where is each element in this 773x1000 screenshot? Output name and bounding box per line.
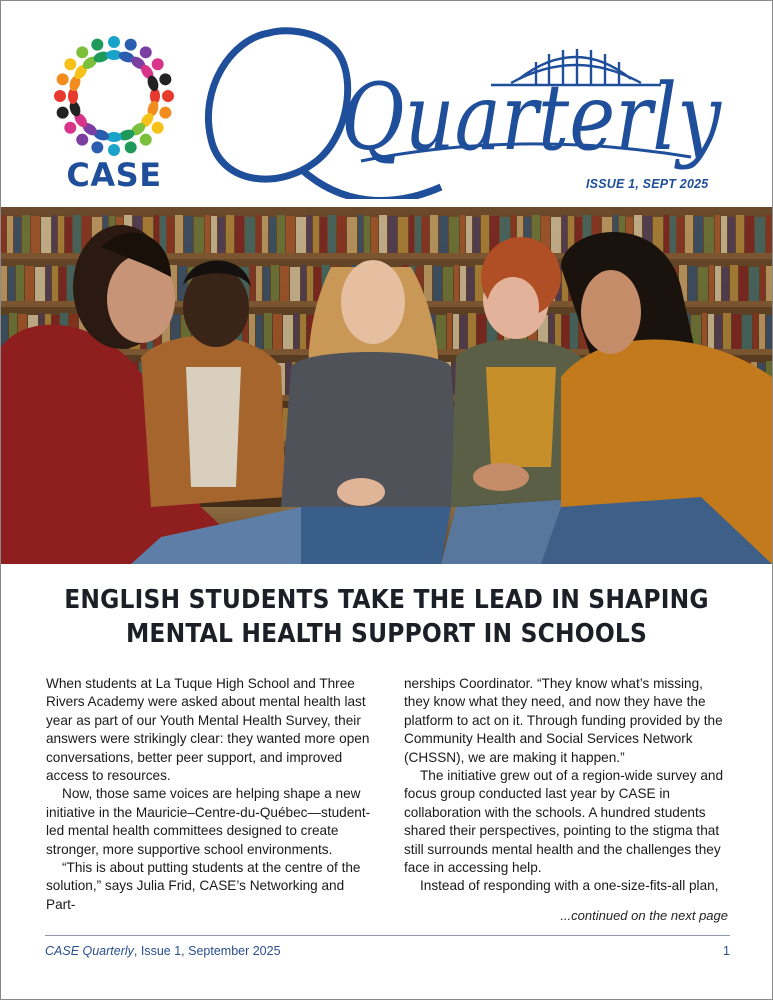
paragraph: nerships Coordinator. “They know what’s missing, they know what they need, and now they have the platform to act on it. Through funding provided by the Community Health and Social Services Network (CHSSN), we are making it happen.” [404,676,723,765]
footer-title: CASE Quarterly [45,944,134,958]
footer-rule [45,935,730,936]
paragraph: “This is about putting students at the centre of the solution,” says Julia Frid, CASE’s Networking and Part- [46,860,361,912]
article-column-right [404,675,730,896]
page-number: 1 [723,944,730,958]
case-logo-icon [49,31,179,161]
article-column-left [46,675,372,914]
footer-publication [45,944,281,958]
headline-line-1: ENGLISH STUDENTS TAKE THE LEAD IN SHAPING [64,585,709,615]
paragraph: When students at La Tuque High School and Three Rivers Academy were asked about mental health last year as part of our Youth Mental Health Survey, their answers were strikingly clear: they wanted more open conversations, better peer support, and improved access to resources. [46,676,370,784]
issue-label: ISSUE 1, SEPT 2025 [586,177,709,191]
footer-details: , Issue 1, September 2025 [133,944,281,958]
headline-line-2: MENTAL HEALTH SUPPORT IN SCHOOLS [125,619,648,649]
title-text: Quarterly [341,64,722,171]
masthead-title [191,9,751,199]
article-headline [58,583,716,651]
masthead [1,1,772,206]
paragraph: Instead of responding with a one-size-fits-all plan, [420,878,719,894]
continued-link[interactable]: ...continued on the next page [560,908,728,923]
logo-text: CASE [66,156,162,194]
paragraph: The initiative grew out of a region-wide survey and focus group conducted last year by CASE in collaboration with the schools. A hundred students shared their perspectives, pointing to the stigma that still surrounds mental health and the challenges they face in accessing help. [404,768,723,876]
hero-photo [1,207,772,564]
paragraph: Now, those same voices are helping shape a new initiative in the Mauricie–Centre-du-Québec—student-led mental health committees designed to create stronger, more supportive school environments. [46,786,371,857]
